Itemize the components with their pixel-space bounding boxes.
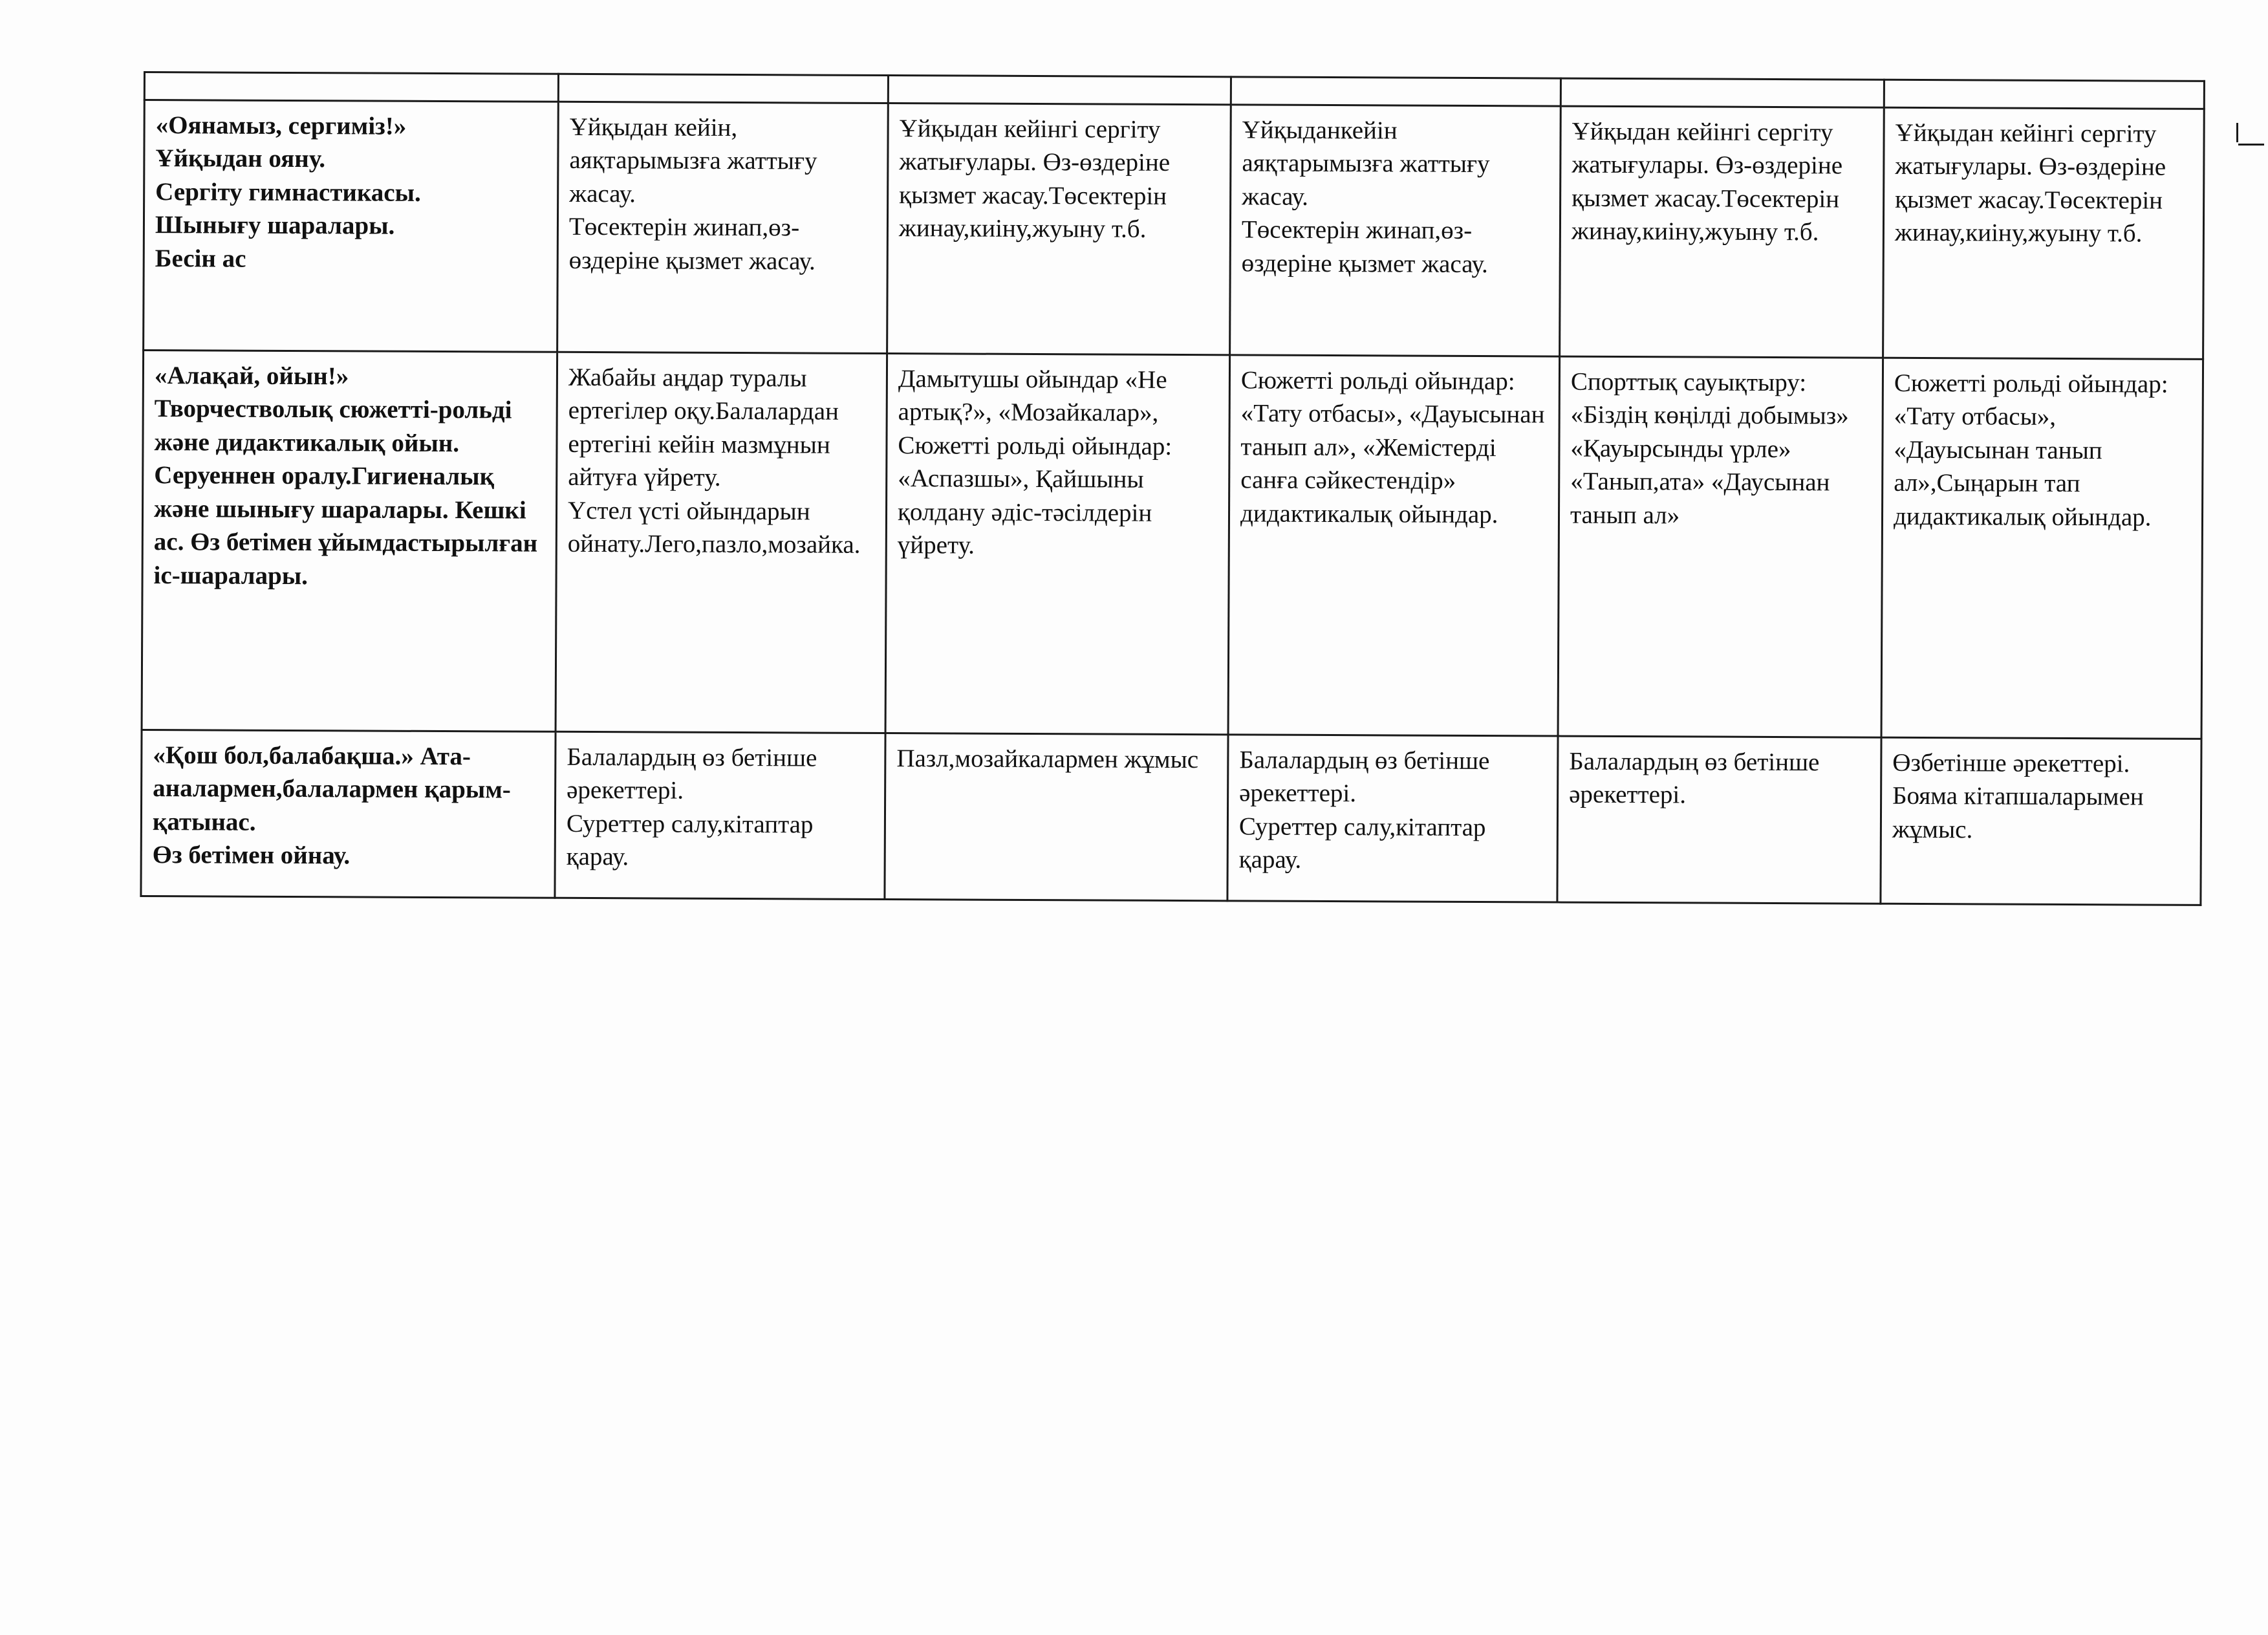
day-cell: Өзбетінше әрекеттері. Бояма кітапшаларымен жұмыс. <box>1881 737 2201 905</box>
day-cell: Сюжетті рольді ойындар: «Тату отбасы», «Дауысынан танып ал»,Сыңарын тап дидактикалық ойындар. <box>1881 358 2203 739</box>
day-cell: Ұйқыданкейін аяқтарымызға жаттығу жасау. Төсектерін жинап,өз-өздеріне қызмет жасау. <box>1230 105 1561 356</box>
right-margin-line <box>2238 144 2264 146</box>
daily-plan-table <box>140 71 2205 906</box>
day-cell: Ұйқыдан кейін, аяқтарымызға жаттығу жасау. Төсектерін жинап,өз-өздеріне қызмет жасау. <box>557 102 889 353</box>
header-cell <box>888 76 1231 105</box>
right-margin-line <box>2236 123 2238 142</box>
day-cell: Жабайы аңдар туралы ертегілер оқу.Балалардан ертегіні кейін мазмұнын айтуға үйрету. Үстел үсті ойындарын ойнату.Лего,пазло,мозайка. <box>556 352 887 733</box>
header-cell <box>1884 80 2204 109</box>
day-cell: Ұйқыдан кейінгі сергіту жатығулары. Өз-өздеріне қызмет жасау.Төсектерін жинау,киіну,жуыну т.б. <box>1560 106 1885 358</box>
day-cell: Ұйқыдан кейінгі сергіту жатығулары. Өз-өздеріне қызмет жасау.Төсектерін жинау,киіну,жуыну т.б. <box>1883 107 2205 359</box>
day-cell: Балалардың өз бетінше әрекеттері. Суреттер салу,кітаптар қарау. <box>1227 735 1558 902</box>
activity-label: «Алақай, ойын!» Творчестволық сюжетті-рольді және дидактикалық ойын. Серуеннен оралу.Гигиеналық және шынығу шаралары. Кешкі ас. Өз бетімен ұйымдастырылған іс-шаралары. <box>142 351 557 732</box>
header-cell <box>558 74 888 103</box>
header-cell <box>144 72 558 102</box>
day-cell: Дамытушы ойындар «Не артық?», «Мозайкалар», Сюжетті рольді ойындар: «Аспазшы», Қайшыны қолдану әдіс-тәсілдерін үйрету. <box>885 354 1230 735</box>
activity-label: «Қош бол,балабақша.» Ата-аналармен,балалармен қарым-қатынас. Өз бетімен ойнау. <box>141 730 556 898</box>
header-cell <box>1561 78 1884 107</box>
table-row-goodbye <box>141 730 2201 905</box>
day-cell: Сюжетті рольді ойындар: «Тату отбасы», «Дауысынан танып ал», «Жемістерді санға сәйкестендір» дидактикалық ойындар. <box>1228 355 1560 736</box>
day-cell: Балалардың өз бетінше әрекеттері. Суреттер салу,кітаптар қарау. <box>555 731 885 899</box>
day-cell: Спорттық сауықтыру: «Біздің көңілді добымыз» «Қауырсынды үрле» «Танып,ата» «Даусынан танып ал» <box>1558 356 1883 737</box>
header-cell <box>1231 77 1561 106</box>
activity-label: «Оянамыз, сергиміз!» Ұйқыдан ояну. Сергіту гимнастикасы. Шынығу шаралары. Бесін ас <box>144 100 559 352</box>
day-cell: Ұйқыдан кейінгі сергіту жатығулары. Өз-өздеріне қызмет жасау.Төсектерін жинау,киіну,жуыну т.б. <box>887 103 1231 355</box>
day-cell: Балалардың өз бетінше әрекеттері. <box>1557 736 1881 904</box>
table-row-games <box>142 351 2203 739</box>
table-row-wake-up <box>144 100 2205 360</box>
day-cell: Пазл,мозайкалармен жұмыс <box>885 733 1228 901</box>
